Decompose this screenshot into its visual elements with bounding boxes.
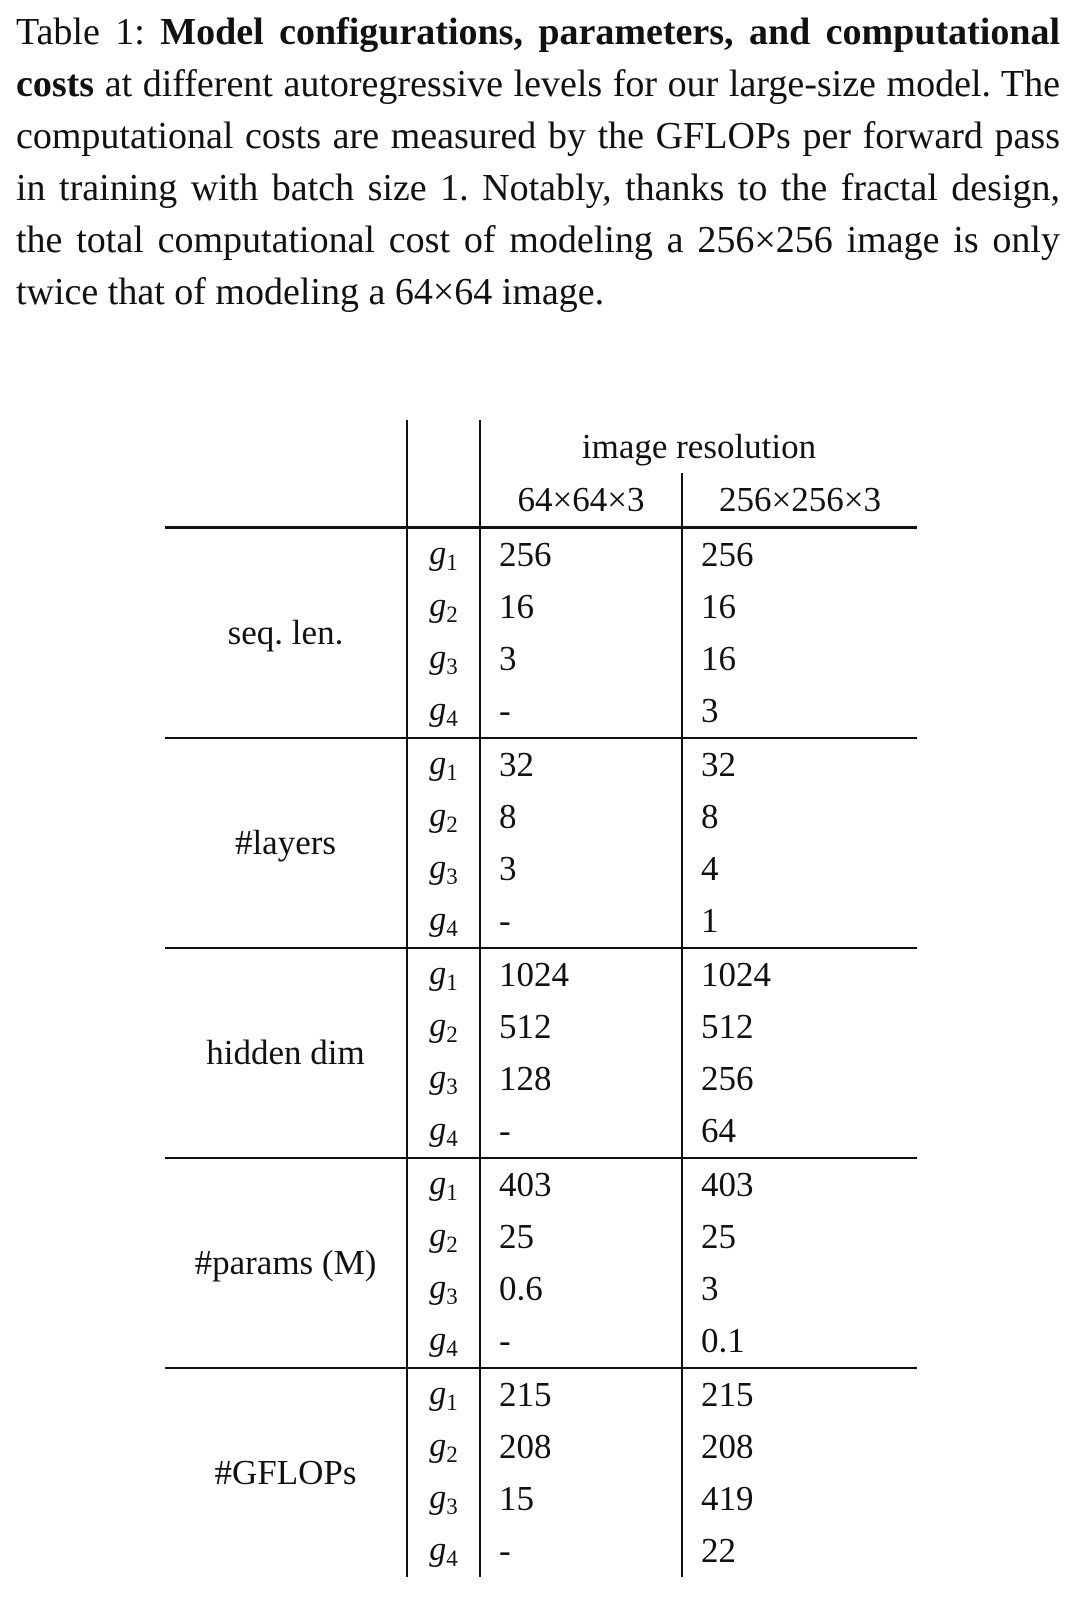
value-64: 256 [480,528,682,582]
level-label [407,1001,480,1053]
level-symbol: g [429,954,447,992]
table-caption [16,6,1060,318]
table-row [165,528,917,582]
value-256: 256 [682,1053,917,1105]
metric-label: hidden dim [165,948,407,1158]
value-64: 403 [480,1158,682,1211]
value-64: - [480,685,682,738]
level-label [407,738,480,791]
value-64: 3 [480,633,682,685]
level-label [407,1053,480,1105]
value-64: 25 [480,1211,682,1263]
level-symbol: g [429,1268,447,1306]
value-256: 419 [682,1473,917,1525]
table-row [165,1158,917,1211]
value-256: 3 [682,1263,917,1315]
level-subscript: 2 [446,1021,458,1047]
level-subscript: 3 [446,863,458,889]
level-label [407,843,480,895]
metric-label: seq. len. [165,528,407,739]
level-symbol: g [429,744,447,782]
value-256: 22 [682,1525,917,1577]
header-empty-metric-2 [165,473,407,528]
level-subscript: 1 [446,1179,458,1205]
level-label [407,895,480,948]
value-256: 215 [682,1368,917,1421]
level-subscript: 4 [446,915,458,941]
level-symbol: g [429,1006,447,1044]
level-subscript: 3 [446,1493,458,1519]
level-symbol: g [429,900,447,938]
value-256: 3 [682,685,917,738]
level-symbol: g [429,1216,447,1254]
level-subscript: 4 [446,1545,458,1571]
caption-bold-title: Model configurations, parameters, and computational costs [16,11,1061,105]
value-64: - [480,1105,682,1158]
level-symbol: g [429,638,447,676]
value-64: 1024 [480,948,682,1001]
value-256: 403 [682,1158,917,1211]
value-256: 208 [682,1421,917,1473]
level-label [407,1368,480,1421]
value-64: 208 [480,1421,682,1473]
model-config-table [165,420,917,1577]
level-subscript: 2 [446,811,458,837]
level-label [407,1525,480,1577]
level-subscript: 1 [446,969,458,995]
level-label [407,581,480,633]
level-subscript: 2 [446,601,458,627]
column-header-256: 256×256×3 [682,473,917,528]
level-symbol: g [429,586,447,624]
level-label [407,1421,480,1473]
value-64: - [480,895,682,948]
level-subscript: 1 [446,759,458,785]
level-subscript: 3 [446,653,458,679]
level-subscript: 1 [446,1389,458,1415]
table-row [165,738,917,791]
value-256: 0.1 [682,1315,917,1368]
level-label [407,791,480,843]
level-label [407,633,480,685]
level-symbol: g [429,690,447,728]
metric-label: #params (M) [165,1158,407,1368]
level-label [407,1263,480,1315]
level-symbol: g [429,534,447,572]
level-symbol: g [429,1374,447,1412]
value-64: - [480,1525,682,1577]
level-symbol: g [429,1478,447,1516]
metric-label: #GFLOPs [165,1368,407,1577]
value-64: 512 [480,1001,682,1053]
header-empty-level [407,420,480,473]
level-subscript: 3 [446,1073,458,1099]
value-64: 128 [480,1053,682,1105]
level-symbol: g [429,1164,447,1202]
level-symbol: g [429,1426,447,1464]
level-symbol: g [429,1530,447,1568]
value-256: 16 [682,633,917,685]
level-label [407,528,480,582]
value-256: 16 [682,581,917,633]
level-symbol: g [429,1320,447,1358]
level-subscript: 4 [446,705,458,731]
level-label [407,948,480,1001]
value-256: 64 [682,1105,917,1158]
level-label [407,685,480,738]
value-64: 8 [480,791,682,843]
table-body [165,528,917,1578]
level-label [407,1473,480,1525]
value-256: 25 [682,1211,917,1263]
value-64: 0.6 [480,1263,682,1315]
level-subscript: 2 [446,1231,458,1257]
value-256: 1 [682,895,917,948]
table-row [165,1368,917,1421]
header-empty-metric [165,420,407,473]
caption-label: Table 1: [16,11,145,53]
level-symbol: g [429,848,447,886]
metric-label: #layers [165,738,407,948]
value-256: 32 [682,738,917,791]
group-header-image-resolution: image resolution [480,420,917,473]
level-subscript: 4 [446,1125,458,1151]
model-config-table-wrap [165,420,917,1577]
value-256: 512 [682,1001,917,1053]
level-symbol: g [429,1110,447,1148]
header-empty-level-2 [407,473,480,528]
level-label [407,1158,480,1211]
value-64: 32 [480,738,682,791]
level-label [407,1211,480,1263]
value-64: - [480,1315,682,1368]
caption-body-text: at different autoregressive levels for our large-size model. The computational costs are measured by the GFLOPs per forward pass in training with batch size 1. Notably, thanks to the fractal design, the total computational cost of modeling a 256×256 image is only twice that of modeling a 64×64 image. [16,63,1060,313]
value-64: 15 [480,1473,682,1525]
column-header-64: 64×64×3 [480,473,682,528]
value-256: 8 [682,791,917,843]
level-symbol: g [429,796,447,834]
level-subscript: 3 [446,1283,458,1309]
level-label [407,1105,480,1158]
level-subscript: 2 [446,1441,458,1467]
value-256: 256 [682,528,917,582]
level-label [407,1315,480,1368]
value-64: 215 [480,1368,682,1421]
value-256: 1024 [682,948,917,1001]
value-256: 4 [682,843,917,895]
level-subscript: 1 [446,549,458,575]
value-64: 16 [480,581,682,633]
level-symbol: g [429,1058,447,1096]
value-64: 3 [480,843,682,895]
table-row [165,948,917,1001]
level-subscript: 4 [446,1335,458,1361]
